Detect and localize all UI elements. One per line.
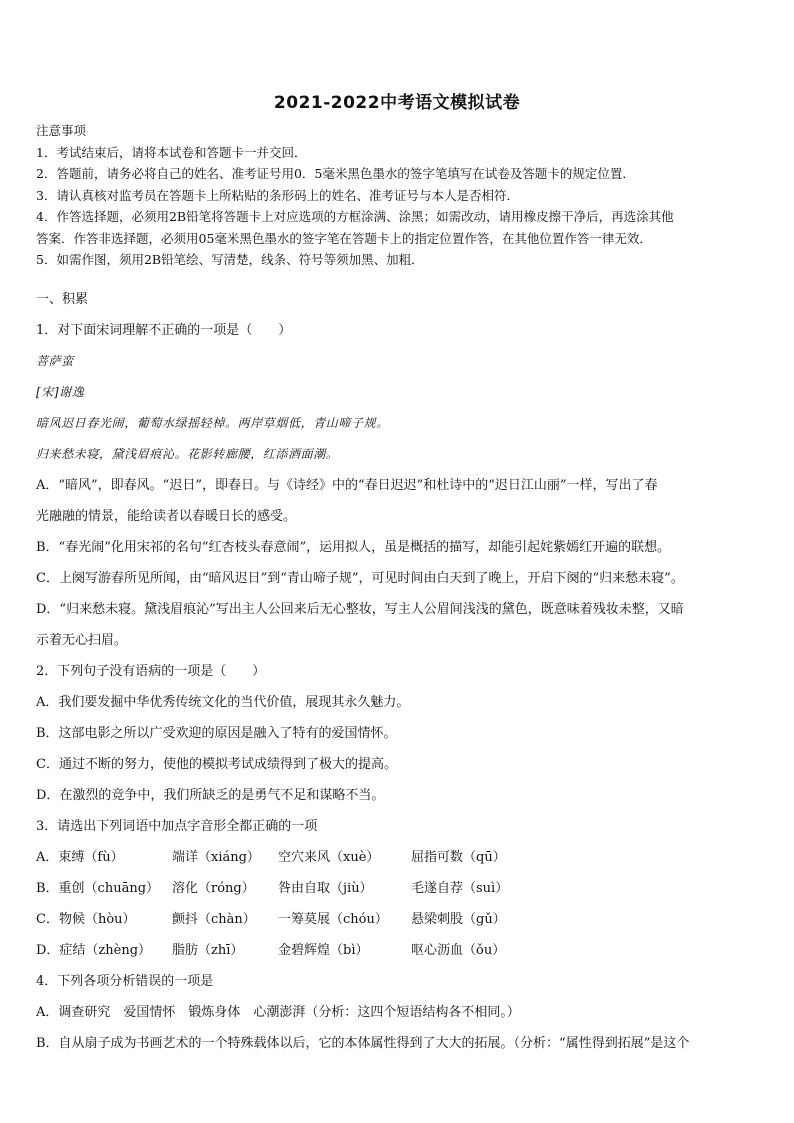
q3-word: 咎由自取（jiù）	[278, 881, 373, 896]
q3-option-row	[36, 935, 764, 966]
section-heading: 一、积累	[36, 292, 89, 307]
q3-option-row	[36, 873, 764, 904]
note-item: 2．答题前，请务必将自己的姓名、准考证号用0．5毫米黑色墨水的签字笔填写在试卷及答题卡的规定位置．	[36, 166, 635, 181]
q1-option-b: B．“春光闹”化用宋祁的名句“红杏枝头春意闹”，运用拟人，虽是概括的描写，却能引起姹紫嫣红开遍的联想。	[36, 540, 671, 555]
q3-word: D．症结（zhèng）	[36, 943, 152, 958]
poem-line: 归来愁未寝，黛浅眉痕沁。花影转廊腰，红添酒面潮。	[36, 447, 339, 461]
note-item: 4．作答选择题，必须用2B铅笔将答题卡上对应选项的方框涂满、涂黑；如需改动，请用橡皮擦干净后，再选涂其他	[36, 209, 674, 224]
q3-option-row	[36, 842, 764, 873]
q3-word: 脂肪（zhī）	[172, 943, 244, 958]
q2-stem: 2．下列句子没有语病的一项是（ ）	[36, 664, 266, 679]
note-item: 3．请认真核对监考员在答题卡上所粘贴的条形码上的姓名、准考证号与本人是否相符．	[36, 187, 519, 203]
q3-word: A．束缚（fù）	[36, 850, 124, 865]
q2-option-c: C．通过不断的努力，使他的模拟考试成绩得到了极大的提高。	[36, 757, 397, 772]
q4-option-a: A．调查研究 爱国情怀 锻炼身体 心潮澎湃（分析：这四个短语结构各不相同。）	[36, 1005, 520, 1020]
q3-word: B．重创（chuāng）	[36, 881, 160, 896]
q1-option-d: D．“归来愁未寝。黛浅眉痕沁”写出主人公回来后无心整妆，写主人公眉间浅浅的黛色，既意味着残妆未整，又暗	[36, 602, 684, 617]
q3-word: 金碧辉煌（bì）	[278, 943, 369, 958]
q3-word: 空穴来风（xuè）	[278, 850, 380, 865]
note-item: 1．考试结束后，请将本试卷和答题卡一并交回．	[36, 144, 307, 160]
poem-author: [宋]谢逸	[36, 385, 85, 399]
note-item: 5．如需作图，须用2B铅笔绘、写清楚，线条、符号等须加黑、加粗．	[36, 252, 424, 267]
q3-word: 一筹莫展（chóu）	[278, 912, 388, 927]
q3-word: 悬梁刺股（gǔ）	[411, 912, 506, 927]
questions	[36, 284, 764, 1059]
q3-option-row	[36, 904, 764, 935]
poem-title: 菩萨蛮	[36, 354, 74, 368]
notes-heading: 注意事项	[36, 123, 87, 138]
q4-option-b: B．自从扇子成为书画艺术的一个特殊载体以后，它的本体属性得到了大大的拓展。（分析：“属性得到拓展”是这个	[36, 1036, 690, 1051]
q1-option-c: C．上阕写游春所见所闻，由“暗风迟日”到“青山啼子规”，可见时间由白天到了晚上，开启下阕的“归来愁未寝”。	[36, 571, 684, 586]
q3-word: 溶化（róng）	[172, 881, 255, 896]
q2-option-a: A．我们要发掘中华优秀传统文化的当代价值，展现其永久魅力。	[36, 695, 410, 710]
q4-stem: 4．下列各项分析错误的一项是	[36, 974, 214, 989]
q2-option-b: B．这部电影之所以广受欢迎的原因是融入了特有的爱国情怀。	[36, 726, 397, 741]
page-title: 2021-2022中考语文模拟试卷	[273, 93, 521, 113]
q1-option-a: A．“暗风”，即春风。“迟日”，即春日。与《诗经》中的“春日迟迟”和杜诗中的“迟日江山丽”一样，写出了春	[36, 478, 658, 493]
notes-section	[36, 120, 758, 271]
note-item: 答案．作答非选择题，必须用05毫米黑色墨水的签字笔在答题卡上的指定位置作答，在其他位置作答一律无效．	[36, 230, 652, 246]
q1-option-a-cont: 光融融的情景，能给读者以春暖日长的感受。	[36, 509, 297, 524]
q3-word: 端详（xiáng）	[172, 850, 260, 865]
q3-word: 颤抖（chàn）	[172, 912, 256, 927]
q1-stem: 1．对下面宋词理解不正确的一项是（ ）	[36, 323, 292, 338]
poem-line: 暗风迟日春光闹，葡萄水绿摇轻棹。两岸草烟低，青山啼子规。	[36, 416, 389, 430]
q2-option-d: D．在激烈的竞争中，我们所缺乏的是勇气不足和谋略不当。	[36, 788, 385, 803]
q3-word: C．物候（hòu）	[36, 912, 136, 927]
q3-word: 屈指可数（qū）	[411, 850, 506, 865]
q3-stem: 3．请选出下列词语中加点字音形全都正确的一项	[36, 819, 318, 834]
q3-word: 毛遂自荐（suì）	[411, 881, 509, 896]
q1-option-d-cont: 示着无心扫眉。	[36, 633, 128, 648]
q3-word: 呕心沥血（ǒu）	[411, 943, 506, 958]
